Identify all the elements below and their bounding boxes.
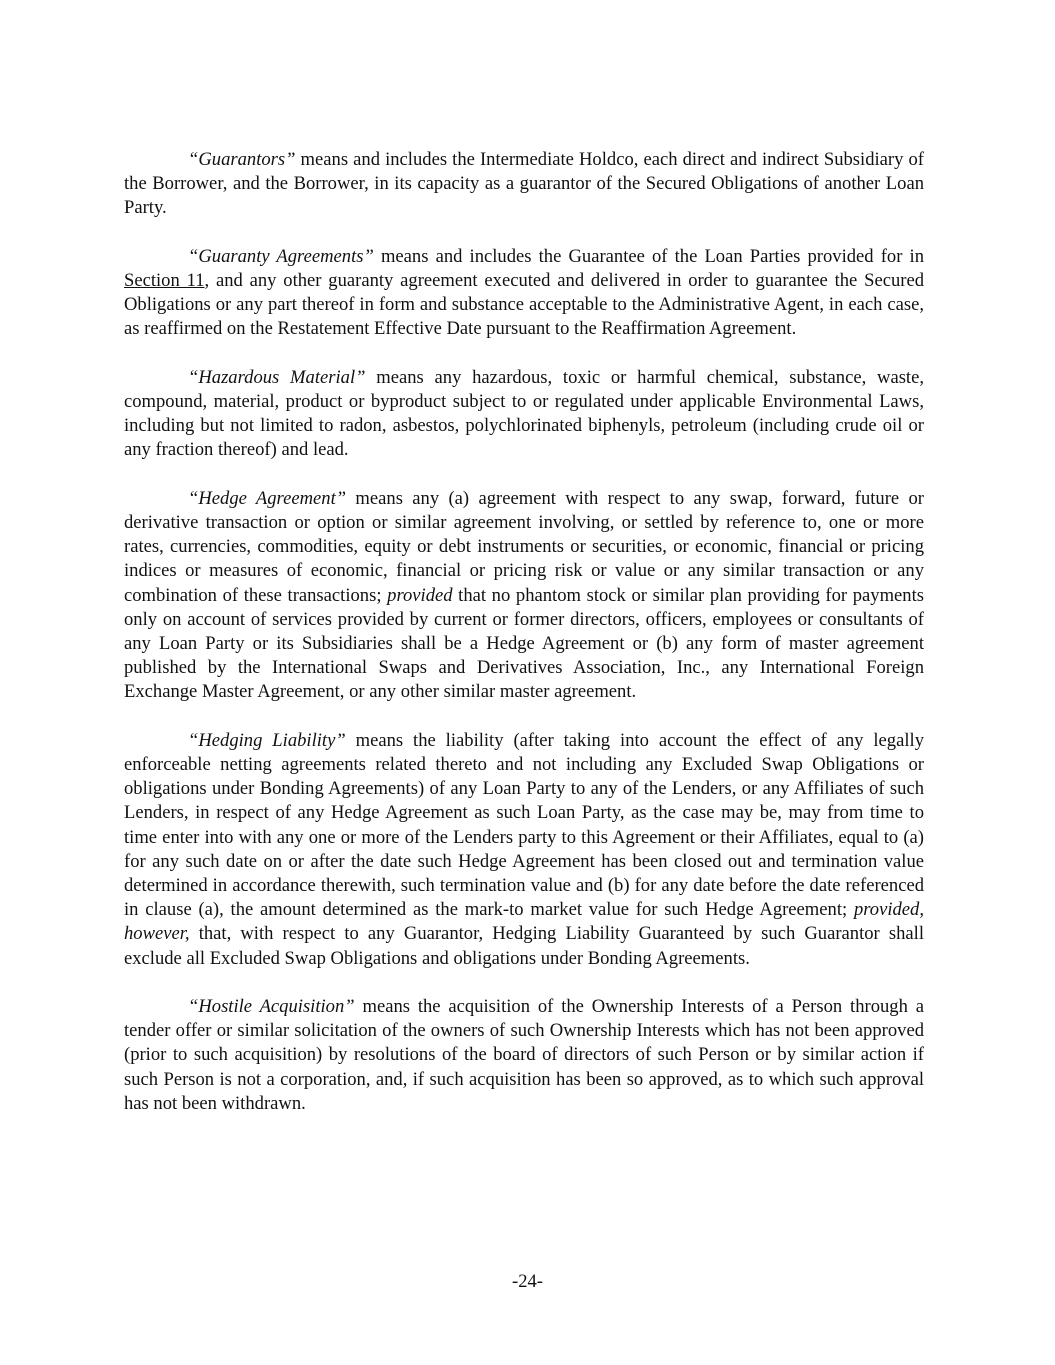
- section-reference: Section 11: [124, 270, 205, 291]
- definition-guaranty-agreements: [124, 245, 924, 342]
- definition-text: means any (a) agreement with respect to any swap, forward, future or derivative transaction or option or similar agreement involving, or settled by reference to, one or more rates, currencies, commodities, equity or debt instruments or securities, or economic, financial or pricing indices or measures of economic, financial or pricing risk or value or any similar transaction or any combination of these transactions;: [124, 487, 924, 606]
- definition-text: means any hazardous, toxic or harmful chemical, substance, waste, compound, material, product or byproduct subject to or regulated under applicable Environmental Laws, including but not limited to radon, asbestos, polychlorinated biphenyls, petroleum (including crude oil or any fraction thereof) and lead.: [124, 366, 924, 461]
- defined-term: “Guaranty Agreements”: [188, 245, 374, 267]
- definition-text: means and includes the Intermediate Holdco, each direct and indirect Subsidiary of the Borrower, and the Borrower, in its capacity as a guarantor of the Secured Obligations of another Loan Party.: [124, 149, 924, 219]
- defined-term: “Guarantors”: [188, 149, 296, 170]
- definition-hedging-liability: [124, 729, 924, 971]
- italic-proviso: provided: [387, 584, 453, 606]
- definition-hazardous-material: [124, 366, 924, 463]
- italic-proviso: provided, however,: [124, 899, 924, 945]
- defined-term: “Hedging Liability”: [188, 729, 346, 751]
- definition-text: , and any other guaranty agreement executed and delivered in order to guarantee the Secured Obligations or any part thereof in form and substance acceptable to the Administrative Agent, in each case, as reaffirmed on the Restatement Effective Date pursuant to the Reaffirmation Agreement.: [124, 270, 924, 340]
- document-page: [124, 148, 924, 1140]
- definition-text: means the liability (after taking into account the effect of any legally enforceable netting agreements related thereto and not including any Excluded Swap Obligations or obligations under Bonding Agreements) of any Loan Party to any of the Lenders, or any Affiliates of such Lenders, in respect of any Hedge Agreement as such Loan Party, as the case may be, may from time to time enter into with any one or more of the Lenders party to this Agreement or their Affiliates, equal to (a) for any such date on or after the date such Hedge Agreement has been closed out and termination value determined in accordance therewith, such termination value and (b) for any date before the date referenced in clause (a), the amount determined as the mark-to market value for such Hedge Agreement;: [124, 729, 924, 921]
- definition-hostile-acquisition: [124, 995, 924, 1116]
- definition-text: means the acquisition of the Ownership Interests of a Person through a tender offer or similar solicitation of the owners of such Ownership Interests which has not been approved (prior to such acquisition) by resolutions of the board of directors of such Person or by similar action if such Person is not a corporation, and, if such acquisition has been so approved, as to which such approval has not been withdrawn.: [124, 996, 924, 1114]
- defined-term: “Hostile Acquisition”: [188, 996, 355, 1018]
- defined-term: “Hedge Agreement”: [188, 487, 347, 509]
- definition-text: that, with respect to any Guarantor, Hedging Liability Guaranteed by such Guarantor shall exclude all Excluded Swap Obligations and obligations under Bonding Agreements.: [124, 923, 924, 969]
- page-number: -24-: [512, 1271, 543, 1292]
- defined-term: “Hazardous Material”: [188, 366, 366, 388]
- definition-hedge-agreement: [124, 487, 924, 705]
- definition-text: means and includes the Guarantee of the Loan Parties provided for in: [373, 245, 924, 267]
- definition-guarantors: [124, 148, 924, 221]
- definition-text: that no phantom stock or similar plan providing for payments only on account of services provided by current or former directors, officers, employees or consultants of any Loan Party or its Subsidiaries shall be a Hedge Agreement or (b) any form of master agreement published by the International Swaps and Derivatives Association, Inc., any International Foreign Exchange Master Agreement, or any other similar master agreement.: [124, 584, 925, 703]
